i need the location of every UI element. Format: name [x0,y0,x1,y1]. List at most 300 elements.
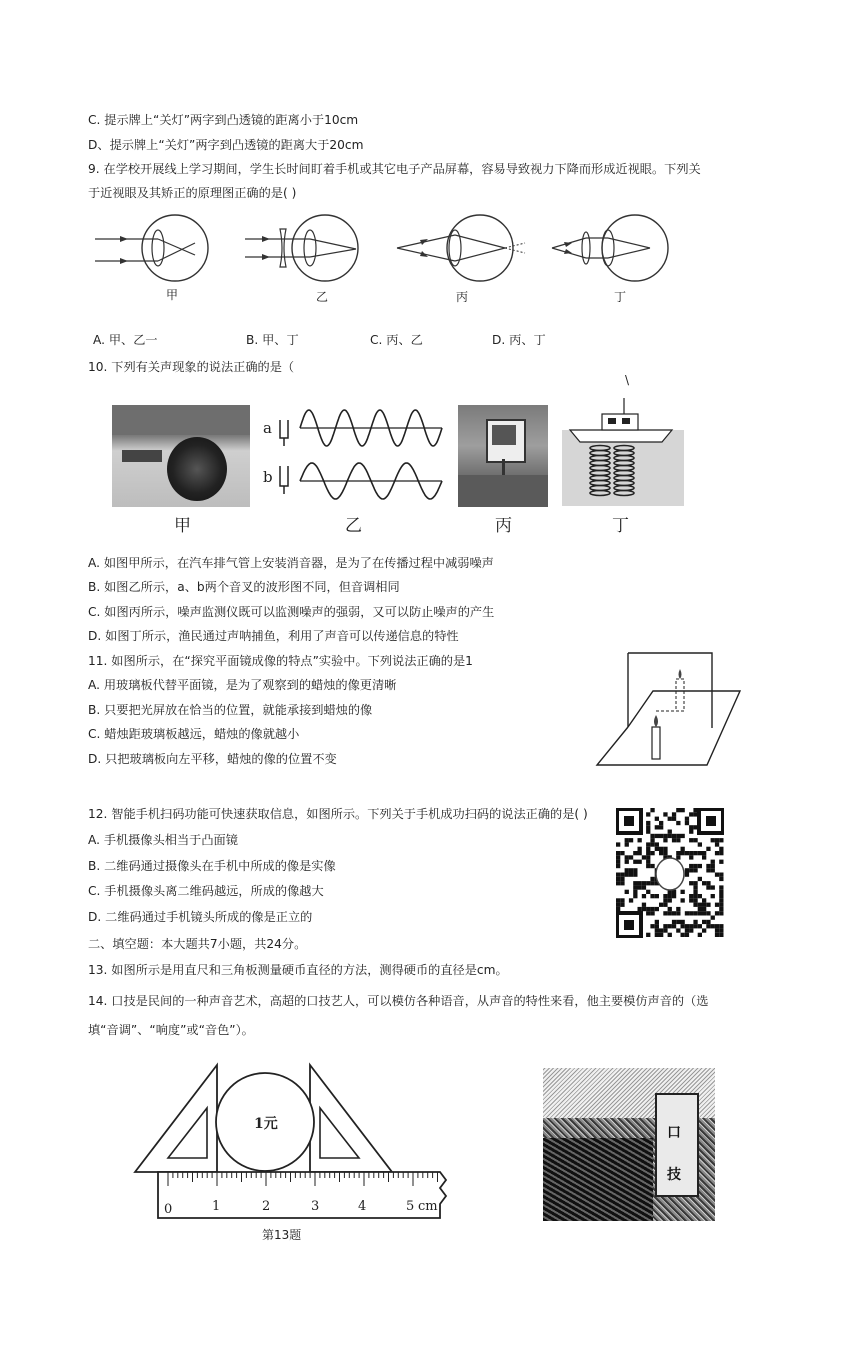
qr-module [702,903,706,907]
q11-stem: 11. 如图所示，在“探究平面镜成像的特点”实验中。下列说法正确的是1 [88,654,473,668]
qr-module [655,834,659,838]
ruler-label-5: 5 [406,1199,415,1214]
qr-module [681,890,685,894]
qr-module [689,825,693,829]
qr-module [659,847,663,851]
qr-module [659,834,663,838]
qr-module [663,928,667,932]
qr-module [676,920,680,924]
qr-module [702,851,706,855]
qr-module [646,933,650,937]
qr-module [668,911,672,915]
q10-option-a: A. 如图甲所示，在汽车排气管上安装消音器，是为了在传播过程中减弱噪声 [88,556,494,570]
eye-label-ding: 丁 [614,290,627,304]
qr-module [711,868,715,872]
qr-module [625,860,629,864]
qr-module [663,911,667,915]
qr-module [655,842,659,846]
qr-code-image [616,808,724,938]
qr-module [650,894,654,898]
qr-module [689,898,693,902]
qr-module [676,808,680,812]
qr-module [719,928,723,932]
fork-label-a: a [263,419,272,437]
qr-module [676,855,680,859]
qr-module [693,881,697,885]
q11-option-b: B. 只要把光屏放在恰当的位置，就能承接到蜡烛的像 [88,703,373,717]
qr-module [663,903,667,907]
plane-mirror-diagram [595,645,745,770]
qr-module [715,873,719,877]
qr-module [646,911,650,915]
qr-module [689,838,693,842]
qr-module [642,881,646,885]
qr-module [620,898,624,902]
qr-module [620,877,624,881]
qr-module [698,851,702,855]
qr-module [715,903,719,907]
qr-module [616,873,620,877]
q9-option-d: D. 丙、丁 [492,333,546,347]
ruler-unit: cm [418,1199,438,1214]
qr-module [719,907,723,911]
qr-module [698,911,702,915]
qr-module [659,851,663,855]
stray-mark: \ [625,373,630,387]
qr-module [693,851,697,855]
qr-module [693,890,697,894]
qr-module [719,890,723,894]
figure-13-caption: 第13题 [262,1228,302,1242]
qr-module [633,894,637,898]
qr-module [681,898,685,902]
qr-module [676,821,680,825]
q9-option-a: A. 甲、乙一 [93,333,158,347]
qr-module [681,933,685,937]
qr-module [633,851,637,855]
eye-label-yi: 乙 [316,290,329,304]
qr-module [663,898,667,902]
qr-module [659,821,663,825]
qr-module [719,847,723,851]
q10-option-c: C. 如图丙所示，噪声监测仪既可以监测噪声的强弱，又可以防止噪声的产生 [88,605,495,619]
qr-module [633,868,637,872]
qr-module [715,838,719,842]
qr-module [715,924,719,928]
qr-module [668,830,672,834]
qr-module [685,821,689,825]
q11-option-a: A. 用玻璃板代替平面镜，是为了观察到的蜡烛的像更清晰 [88,678,397,692]
qr-module [681,834,685,838]
ruler-label-4: 4 [358,1199,367,1214]
qr-module [689,830,693,834]
qr-module [693,924,697,928]
qr-module [638,838,642,842]
qr-module [625,868,629,872]
qr-module [689,851,693,855]
qr-module [616,907,620,911]
q14-stem-line2: 填“音调”、“响度”或“音色”）。 [88,1023,254,1037]
qr-module [685,873,689,877]
qr-module [702,920,706,924]
qr-module [711,924,715,928]
qr-module [693,894,697,898]
qr-module [698,903,702,907]
qr-module [711,885,715,889]
qr-module [633,885,637,889]
qr-module [676,911,680,915]
qr-module [689,894,693,898]
qr-module [668,907,672,911]
qr-module [676,834,680,838]
qr-module [719,838,723,842]
qr-module [706,903,710,907]
qr-module [646,842,650,846]
qr-module [672,834,676,838]
sound-label-yi: 乙 [345,516,362,536]
qr-module [702,907,706,911]
qr-module [681,808,685,812]
qr-module [616,881,620,885]
qr-module [676,851,680,855]
qr-module [672,924,676,928]
qr-module [693,911,697,915]
qr-module [706,911,710,915]
qr-module [719,898,723,902]
qr-module [629,873,633,877]
qr-module [650,838,654,842]
qr-module [715,851,719,855]
qr-module [676,907,680,911]
qr-module [689,855,693,859]
qr-module [629,898,633,902]
qr-module [659,928,663,932]
qr-module [642,885,646,889]
qr-module [668,894,672,898]
eye-diagram-bing [397,215,525,281]
qr-module [663,812,667,816]
qr-module [693,838,697,842]
qr-module [706,864,710,868]
tuning-fork-waveforms [260,398,445,518]
qr-module [638,881,642,885]
q13-stem: 13. 如图所示是用直尺和三角板测量硬币直径的方法，测得硬币的直径是cm。 [88,963,508,977]
car-exhaust-photo [112,405,250,507]
qr-module [655,907,659,911]
qr-module [685,817,689,821]
qr-module [646,855,650,859]
qr-module [672,894,676,898]
qr-module [719,860,723,864]
qr-module [693,868,697,872]
qr-module [616,864,620,868]
coin-label: 1元 [254,1116,278,1132]
qr-module [616,860,620,864]
qr-module [676,838,680,842]
qr-module [698,907,702,911]
qr-module [650,864,654,868]
qr-module [625,842,629,846]
qr-module [698,894,702,898]
qr-module [646,825,650,829]
qr-module [693,898,697,902]
qr-module [616,851,620,855]
qr-module [655,933,659,937]
qr-module [650,851,654,855]
qr-module [655,920,659,924]
sound-label-jia: 甲 [174,516,191,536]
q12-option-a: A. 手机摄像头相当于凸面镜 [88,833,238,847]
qr-module [702,881,706,885]
qr-module [693,864,697,868]
qr-module [698,842,702,846]
eye-diagram-jia [95,215,208,281]
qr-module [650,877,654,881]
qr-module [693,920,697,924]
qr-module [681,920,685,924]
q9-option-c: C. 丙、乙 [370,333,423,347]
qr-module [672,911,676,915]
eye-label-bing: 丙 [456,290,469,304]
qr-module [642,903,646,907]
qr-module [655,894,659,898]
qr-module [698,864,702,868]
qr-module [676,928,680,932]
qr-module [646,830,650,834]
qr-module [629,868,633,872]
qr-module [672,838,676,842]
qr-module [715,928,719,932]
qr-module [638,885,642,889]
qr-module [689,924,693,928]
qr-module [689,911,693,915]
qr-module [719,873,723,877]
qr-module [650,842,654,846]
qr-module [685,928,689,932]
qr-module [633,890,637,894]
qr-module [655,924,659,928]
qr-module [711,864,715,868]
qr-module [685,868,689,872]
qr-module [702,855,706,859]
qr-module [702,898,706,902]
q11-option-d: D. 只把玻璃板向左平移，蜡烛的像的位置不变 [88,752,337,766]
qr-module [663,838,667,842]
qr-module [689,812,693,816]
qr-module [711,860,715,864]
qr-module [625,855,629,859]
q12-option-b: B. 二维码通过摄像头在手机中所成的像是实像 [88,859,336,873]
qr-module [719,911,723,915]
qr-module [711,894,715,898]
qr-module [702,911,706,915]
qr-module [668,924,672,928]
qr-module [706,847,710,851]
eye-diagram-yi [245,215,358,281]
qr-module [625,890,629,894]
qr-module [646,812,650,816]
q8-option-c: C. 提示牌上“关灯”两字到凸透镜的距离小于10cm [88,113,359,127]
ruler-label-0: 0 [164,1202,173,1217]
noise-monitor-photo [458,405,548,507]
qr-module [672,812,676,816]
qr-module [672,817,676,821]
qr-module [681,847,685,851]
qr-module [663,851,667,855]
qr-module [638,847,642,851]
qr-module [650,907,654,911]
qr-module [715,933,719,937]
qr-module [706,885,710,889]
qr-module [685,933,689,937]
kouji-char-ji: 技 [667,1167,681,1183]
kouji-performance-photo [543,1068,715,1221]
qr-module [698,924,702,928]
qr-module [719,877,723,881]
sound-label-bing: 丙 [495,516,512,536]
q12-option-c: C. 手机摄像头离二维码越远，所成的像越大 [88,884,324,898]
qr-module [616,877,620,881]
qr-module [646,881,650,885]
ruler-label-1: 1 [212,1199,221,1214]
qr-module [650,881,654,885]
fork-label-b: b [263,468,273,486]
qr-module [650,911,654,915]
qr-module [655,847,659,851]
qr-module [715,911,719,915]
qr-module [719,924,723,928]
qr-module [633,873,637,877]
qr-module [693,903,697,907]
qr-module [711,838,715,842]
qr-module [715,842,719,846]
ruler-label-2: 2 [262,1199,271,1214]
qr-module [625,873,629,877]
q10-option-b: B. 如图乙所示，a、b两个音叉的波形图不同，但音调相同 [88,580,400,594]
qr-module [711,916,715,920]
coin-ruler-diagram [130,1060,450,1225]
qr-module [668,933,672,937]
kouji-char-kou: 口 [667,1125,681,1141]
qr-module [646,890,650,894]
qr-module [646,847,650,851]
qr-module [646,907,650,911]
qr-module [642,907,646,911]
qr-module [663,847,667,851]
qr-module [616,842,620,846]
qr-module [681,851,685,855]
eye-diagram-ding [552,215,668,281]
qr-module [685,924,689,928]
qr-module [681,924,685,928]
eye-label-jia: 甲 [166,288,179,302]
qr-module [668,834,672,838]
qr-module [646,860,650,864]
qr-module [616,903,620,907]
section-2-heading: 二、填空题：本大题共7小题，共24分。 [88,937,307,951]
ruler-label-3: 3 [311,1199,320,1214]
qr-module [620,873,624,877]
qr-module [625,838,629,842]
qr-module [629,855,633,859]
qr-module [638,907,642,911]
qr-module [638,860,642,864]
qr-module [646,821,650,825]
qr-module [620,881,624,885]
qr-module [685,911,689,915]
qr-module [668,817,672,821]
qr-module [642,855,646,859]
sonar-boat-illustration [562,390,684,506]
qr-module [638,851,642,855]
qr-module [706,924,710,928]
qr-module [620,903,624,907]
qr-module [663,834,667,838]
qr-module [646,851,650,855]
qr-module [689,864,693,868]
qr-module [685,851,689,855]
qr-module [659,825,663,829]
qr-module [646,864,650,868]
qr-module [689,881,693,885]
qr-module [693,885,697,889]
qr-module [702,928,706,932]
q9-stem-line2: 于近视眼及其矫正的原理图正确的是( ) [88,186,297,200]
qr-module [698,877,702,881]
qr-module [719,851,723,855]
qr-module [719,903,723,907]
q10-option-d: D. 如图丁所示，渔民通过声呐捕鱼，利用了声音可以传递信息的特性 [88,629,459,643]
qr-module [706,881,710,885]
qr-module [719,894,723,898]
qr-module [650,924,654,928]
qr-module [719,885,723,889]
qr-module [659,933,663,937]
qr-module [655,825,659,829]
q14-stem-line1: 14. 口技是民间的一种声音艺术，高超的口技艺人，可以模仿各种语音，从声音的特性来看，他主要模仿声音的（选 [88,994,709,1008]
qr-module [629,838,633,842]
qr-module [719,933,723,937]
qr-module [650,808,654,812]
qr-module [659,903,663,907]
qr-module [655,928,659,932]
qr-module [663,924,667,928]
qr-module [655,817,659,821]
qr-module [706,868,710,872]
qr-module [616,898,620,902]
sound-label-ding: 丁 [612,516,629,536]
q12-stem: 12. 智能手机扫码功能可快速获取信息，如图所示。下列关于手机成功扫码的说法正确的是( ) [88,807,588,821]
qr-module [633,881,637,885]
q9-option-b: B. 甲、丁 [246,333,299,347]
qr-module [706,920,710,924]
qr-module [668,898,672,902]
qr-module [663,894,667,898]
qr-module [698,933,702,937]
qr-module [616,855,620,859]
qr-module [642,894,646,898]
qr-module [672,920,676,924]
qr-module [633,860,637,864]
q10-stem: 10. 下列有关声现象的说法正确的是（ [88,360,295,374]
q12-option-d: D. 二维码通过手机镜头所成的像是正立的 [88,910,313,924]
qr-module [620,851,624,855]
qr-module [689,928,693,932]
q8-option-d: D、提示牌上“关灯”两字到凸透镜的距离大于20cm [88,138,364,152]
q9-stem-line1: 9. 在学校开展线上学习期间，学生长时间盯着手机或其它电子产品屏幕，容易导致视力下降而形成近视眼。下列关 [88,162,701,176]
qr-module [650,834,654,838]
qr-module [689,868,693,872]
